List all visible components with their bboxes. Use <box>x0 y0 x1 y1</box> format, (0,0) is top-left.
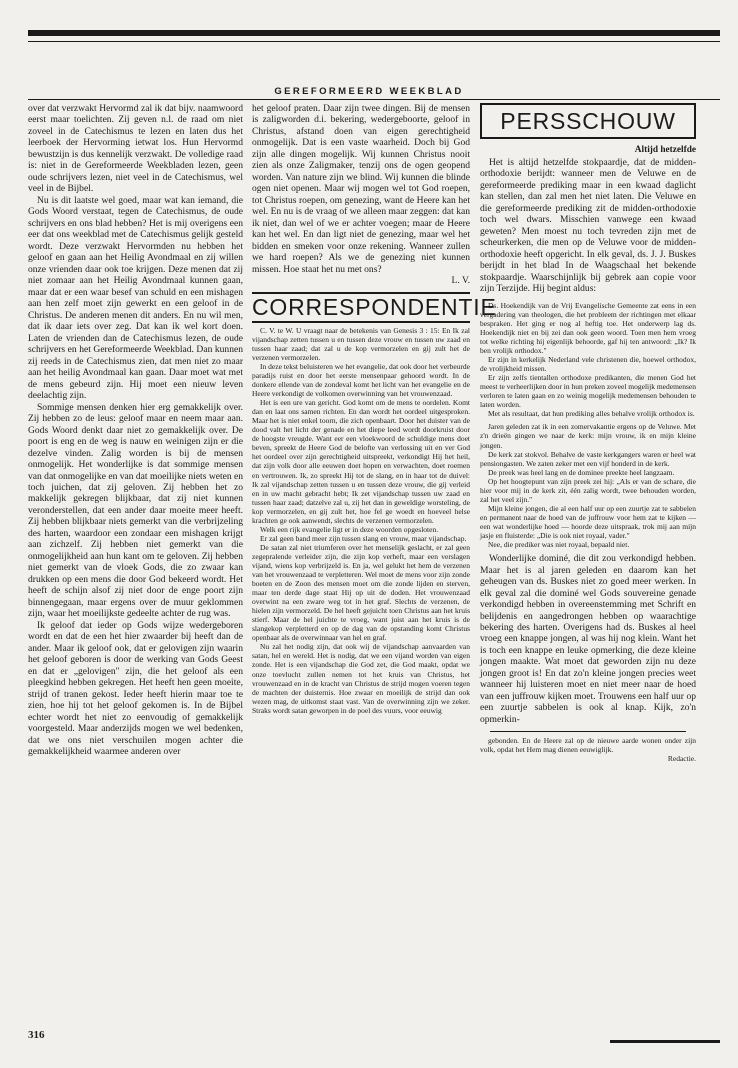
correspondentie-heading: CORRESPONDENTIE <box>252 292 470 323</box>
quote-paragraph: Er zijn in kerkelijk Nederland vele christenen die, hoewel orthodox, de vrolijkheid missen. <box>480 355 696 374</box>
article-subtitle: Altijd hetzelfde <box>634 145 696 155</box>
persschouw-heading: PERSSCHOUW <box>480 103 696 139</box>
quote-paragraph: Mijn kleine jongen, die al een half uur op een zuurtje zat te sabbelen en permanent naar de hoed van de juffrouw voor hem zat te kijken — een wat wonderlijke hoed — hoorde deze uitspraak, trok mij aan mijn jasje en fluisterde: „Die is ook niet royaal, vader." <box>480 503 696 540</box>
paragraph: Ik geloof dat ieder op Gods wijze wedergeboren wordt en dat de een het hier zwaarder bij heeft dan de ander. Maar ik geloof ook, dat er gelovigen zijn waarin het geloof geboren is door de werking van Gods Geest en dat er „gelovigen" zijn, die het geloof als een pleegkind hebben gekregen. Het heeft hen geen moeite, strijd of tranen gekost. Ieder heeft hierin maar toe te zien, hoe hij tot het geloof gekomen is. In de Bijbel echter wordt het niet zo eenvoudig of gemakkelijk voorgesteld. Maar anderzijds mogen we wel bedenken, dat we ons niet verschuilen mogen achter die gemakkelijkheid waarmee anderen over <box>28 619 243 758</box>
bottom-rule <box>610 1040 720 1043</box>
column-separator <box>490 731 686 732</box>
small-paragraph: In deze tekst beluisteren we het evangelie, dat ook door het verbeurde paradijs ruist en door het eerste mensenpaar gehoord wordt. In de donkere ellende van de zondeval komt het licht van het evangelie en de Heere verkondigt de volkomen overwinning van het vrouwenzaad. <box>252 361 470 399</box>
small-paragraph: Het is een ure van gericht. God komt om de mens te oordelen. Komt dan en laat ons samen richten. En dan wordt het oordeel uitgesproken. Maar het is niet enkel toorn, die zich openbaart. Door het duister van de dood valt het licht der genade en het diepe leed wordt doorkruist door de hoogste vreugde. Want eer een vloekwoord de schuldige mens doet beven, spreekt de Heere God de belofte van verlossing uit en ver God het oordeel over zijn gerechtigheid uitspreekt, verkondigt Hij het heil, dat zijn volk door alle eeuwen doet hopen en verwachten, doet roemen en vertrouwen. Ik, zo spreekt Hij tot de slang, en in haar tot de duivel: Ik zal vijandschap zetten tussen u en tussen deze vrouw, die gij verleid en in uw macht gebracht hebt; Ik zet vijandschap tussen uw zaad en tussen haar zaad; datzelve zal u, zij het dan in geweldige worsteling, de kop vermorzelen, en gij zult het, hoe fel ge woedt en hoeveel helse krachten ge ook aanwendt, slechts de verzenen vermorzelen. <box>252 398 470 525</box>
paragraph: over dat verzwakt Hervormd zal ik dat bijv. naamwoord eerst maar toelichten. Zij geven n.l. de raad om niet zoveel in de Catechismus te lezen en laten dus het leerboek der Hervorming ietwat los. Hun Hervormd bewustzijn is dus kennelijk verzwakt. De volledige raad is: niet in de Gereformeerde Weekbladen lezen, geen oude schrijvers lezen, niet veel in de Catechismus, wel veel in de Bijbel. <box>28 103 243 195</box>
quote-paragraph: Met als resultaat, dat hun prediking alles behalve vrolijk orthodox is. <box>488 409 695 419</box>
paragraph: Het is altijd hetzelfde stokpaardje, dat de midden-orthodoxie berijdt: wanneer men de Veluwe en de gereformeerde prediking maar in een kwaad daglicht kan stellen, dan zal men het niet laten. Die Veluwe en die gereformeerde prediking zit de midden-orthodoxie toch wel dwars. Misschien vanwege een kwaad geweten? Men moest nu toch tevreden zijn met de scheurkerken, die men op de Veluwe voor de midden-orthodoxie heeft opgericht. In elk geval, ds. J. J. Buskes berijdt in het blad In de Waagschaal het bekende stokpaardje. Waarschijnlijk bij gebrek aan copie voor zijn Terzijde. Hij begint aldus: <box>480 157 696 295</box>
small-paragraph: Welk een rijk evangelie ligt er in deze woorden opgesloten. <box>260 524 439 534</box>
continued-paragraph: gebonden. En de Heere zal op de nieuwe aarde wonen onder zijn volk, opdat het Hem mag dienen eeuwiglijk. <box>480 736 696 755</box>
quote-paragraph: De kerk zat stokvol. Behalve de vaste kerkgangers waren er heel wat pensiongasten. We zaten zeker met een vijf honderd in de kerk. <box>480 449 696 468</box>
quoted-excerpt <box>480 301 696 549</box>
quote-paragraph: Op het hoogtepunt van zijn preek zei hij: „Als er van de schare, die hier voor mij in de kerk zit, één zalig wordt, twee behouden worden, zal het veel zijn." <box>480 476 696 504</box>
page-number: 316 <box>28 1029 45 1041</box>
small-paragraph: De satan zal niet triumferen over het menselijk geslacht, er zal geen zegepralende verleider zijn, die zijn kop verheft, maar een verslagen vijand, wiens kop verbrijzeld is. En ja, wel gelukt het hem de verzenen van het vrouwenzaad te verpletteren. Wel moet de mens voor zijn zonde boeten en de Zoon des mensen moet om die zonde lijden en sterven, maar ten derde dage staat Hij op uit de doden. Het vrouwenzaad overwint na een zware weg tot in het graf. Slechts de verzenen, de hielen zijn vermorzeld. De hel heeft gejuicht toen Christus aan het kruis stierf. Maar de hel juichte te vroeg, want juist aan het kruis is de slangekop verpletterd en op de dag van de opstanding komt Christus openbaar als de overwinnaar van hel en graf. <box>252 542 470 643</box>
top-border-rule <box>28 30 720 36</box>
quote-paragraph: Jaren geleden zat ik in een zomervakantie ergens op de Veluwe. Met z'n drieën gingen we naar de kerk: mijn vrouw, ik en mijn kleine jongen. <box>480 422 696 450</box>
top-border-thin-rule <box>28 41 720 42</box>
header-rule <box>28 99 720 100</box>
signature: L. V. <box>451 275 470 287</box>
paragraph: Nu is dit laatste wel goed, maar wat kan iemand, die Gods Woord verstaat, tegen de Catechismus, de oude schrijvers en ons blad hebben? Het is mij overigens een eer dat ons weekblad met de Catechismus gelijk gesteld wordt. Deze verzwakt Hervormden nu hebben het geloof en gaan aan het Heilig Avondmaal en zij willen onze vrienden daar ook toe krijgen. Deze menen dat zij niet zomaar aan het Heilig Avondmaal kunnen gaan, maar dat er een waar besef van schuld en een mishagen aan hen zelf moet zijn gewerkt en een geloof in de Christus. De anderen menen dit anders. En nu wil men, dat ik daar iets over zeg. Dat kan ik wel kort doen. Laten de vrienden dan de Catechismus lezen, de oude schrijvers en het Gereformeerde Weekblad. Dan kunnen zij reeds in de Catechismus zien, dat men niet zo maar aan het heilig Avondmaal kan gaan. Daar moet wat met de mens gebeurd zijn. Hij moet een nieuw leven deelachtig zijn. <box>28 194 243 402</box>
quote-paragraph: Ds. Hoekendijk van de Vrij Evangelische Gemeente zat eens in een vergadering van theologen, die het probleem der richtingen met elkaar bespraken. Het ging er nog al heftig toe. Het onderwerp lag ds. Hoekendijk niet en bij zei dan ook geen woord. Toen men hem vroeg tot welke richting hij eigenlijk behoorde, gaf hij ten antwoord: „Ik? Ik ben vrolijk orthodox." <box>480 300 696 356</box>
paragraph: Wonderlijke dominé, die dit zou verkondigd hebben. Maar het is al jaren geleden en daarom kan het geheugen van ds. Buskes niet zo goed meer werken. In elk geval zal die dominé wel Gods souvereine genade verkondigd hebben in overeenstemming met Schrift en belijdenis en aangedrongen hebben op waarachtige bekering des harten. Overigens had ds. Buskes al heel vroeg een knappe jongen, al was hij nog klein. Want het is toch een knappe en leuke opmerking, die deze kleine jongen maakte. Wat moet dat geworden zijn nu deze jongen groot is! En dat zo'n kleine jongen precies weet wanneer hij luisteren moet en niet meer naar de hoed van een juffrouw kijken moet. Trouwens een half uur op een zuurtje sabbelen is ook al knap. Kijk, zo'n opmerkin- <box>480 553 696 725</box>
editorial-signature: Redactie. <box>667 754 696 764</box>
quote-paragraph: Nee, die prediker was niet royaal, bepaald niet. <box>488 540 630 550</box>
small-paragraph: Er zal geen band meer zijn tussen slang en vrouw, maar vijandschap. <box>260 533 467 543</box>
quote-paragraph: Er zijn zelfs tientallen orthodoxe predikanten, die menen God het meest te verheerlijken door in hun preken zoveel mogelijk medemensen verloren te laten gaan en zo weinig mogelijk medemensen behouden te laten worden. <box>480 373 696 410</box>
quote-paragraph: De preek was heel lang en de dominee preekte heel langzaam. <box>488 467 675 477</box>
masthead: GEREFORMEERD WEEKBLAD <box>274 86 464 97</box>
column-right <box>480 103 696 1058</box>
small-paragraph: C. V. te W. U vraagt naar de betekenis van Genesis 3 : 15: En Ik zal vijandschap zetten tussen u en tussen deze vrouw en tussen uw zaad en tussen haar zaad; dat zal u de kop vermorzelen en gij zult het de verzenen vermorzelen. <box>252 325 470 362</box>
column-left <box>28 103 243 1025</box>
paragraph: Sommige mensen denken hier erg gemakkelijk over. Zij hebben zo de leus: geloof maar en neem maar aan. Gods Woord denkt daar niet zo gemakkelijk over. De poort is eng en de weg is nauw en weinigen zijn er die dezelve vinden. Zalig worden is bij de mensen onmogelijk. Het wonderlijke is dat sommige mensen van dat onmogelijke en van dat moeilijke niets weten en toch juichen, dat zij geloven. Zij hebben het zo makkelijk gekregen blijkbaar, dat zij niet kunnen veronderstellen, dat een ander daar moeite meer heeft. Zij hebben blijkbaar niets gemerkt van die verbrijzeling des harten, waardoor een zondaar een mishagen krijgt aan zichzelf. Zij hebben niet gemerkt van die onmogelijkheid aan hun kant om te geloven. Zij hebben niet gemerkt van de vloek Gods, die zo zwaar kan drukken op een mens die door God bekeerd wordt. Het heeft de schijn alsof zij niet door de enge poort zijn binnengegaan, maar ergens over de muur geklommen zijn, waar het moeilijkste gedeelte achter de rug was. <box>28 401 244 620</box>
small-paragraph: Nu zal het nodig zijn, dat ook wij de vijandschap aanvaarden van satan, hel en wereld. Het is nodig, dat we een vijand worden van eigen zonde. Het is een vijandschap die God zet, die God maakt, opdat we onze toevlucht zullen nemen tot het kruis van Christus, het vrouwenzaad en in de kracht van Christus de strijd mogen voeren tegen de machten der duisternis. Hoe zwaar en moeilijk de strijd dan ook wezen mag, de uitkomst staat vast. Van de overwinning zijn we zeker. Straks wordt satan geworpen in de poel des vuurs, voor eeuwig <box>252 642 470 715</box>
column-middle <box>252 103 497 1058</box>
paragraph: het geloof praten. Daar zijn twee dingen. Bij de mensen is zaligworden d.i. bekering, wedergeboorte, geloof in Christus, afstand doen van eigen gerechtigheid onmogelijk. Dat is een vaste waarheid. Doch bij God zijn alle dingen mogelijk. Wij kunnen Christus nooit zien als onze Zaligmaker, tenzij ons de ogen geopend worden. Van nature zijn we blind. Wij kunnen die blinde ogen niet openen. Maar wij mogen wel tot God roepen, tot Christus roepen, om genezing, want de Heere kan het wel. En nu is de vraag of we alleen maar zeggen: dat kan ik niet, dan wel of we er achter voegen; maar de Heere kan het wel. En dan ligt niet de genezing, maar wel het bidden en smeken voor onze rekening. Wanneer zullen we hard roepen? Als we de genezing niet kunnen missen. Hoe staat het nu met ons? <box>252 103 470 275</box>
